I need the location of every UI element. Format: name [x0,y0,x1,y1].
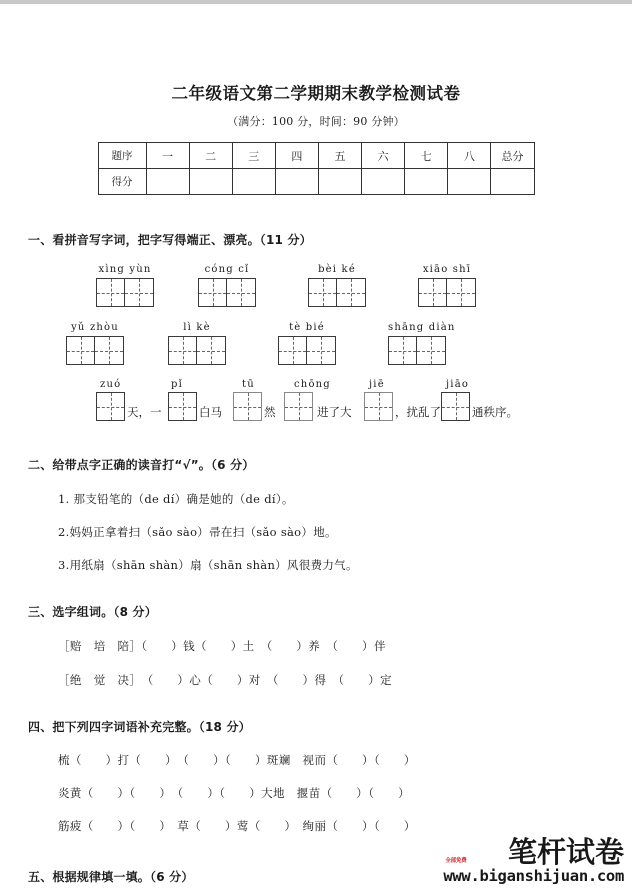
pinyin-label-like: lì kè [183,322,211,333]
pinyin-label-zuo: zuó [100,379,122,390]
word-group-congci [198,264,256,307]
score-cell-5[interactable] [318,169,361,195]
word-group-shangdian [388,322,456,365]
sentence-text-2: 白马 [199,405,222,419]
tianzige-cell[interactable] [198,278,227,307]
tianzige-cell[interactable] [447,278,476,307]
pinyin-label-yuzhou: yǔ zhòu [71,322,119,333]
tianzige-cell[interactable] [197,336,226,365]
tianzige-cell[interactable] [388,336,417,365]
section-2-line-1[interactable]: 1. 那支铅笔的（de dí）确是她的（de dí）。 [58,492,294,506]
tianzige-cell[interactable] [95,336,124,365]
pinyin-label-jie: jiē [369,379,385,390]
col-header-2: 二 [189,143,232,169]
row-label-question: 题序 [98,143,146,169]
score-cell-7[interactable] [405,169,448,195]
section-1-sentence-block [0,379,632,426]
score-cell-1[interactable] [146,169,189,195]
pinyin-label-beike: bèi ké [318,264,356,275]
tianzige-cell-jie[interactable] [364,392,393,421]
watermark-brand: 笔杆试卷 [507,834,624,869]
tianzige-set-xiaoshi [418,278,476,307]
tianzige-cell-tu[interactable] [233,392,262,421]
tianzige-cell[interactable] [418,278,447,307]
section-3-line-2[interactable]: ［绝 觉 决］ （ ）心（ ）对 （ ）得 （ ）定 [58,673,392,687]
pinyin-label-tebie: tè bié [289,322,325,333]
tianzige-set-yuzhou [66,336,124,365]
pinyin-label-jiao: jiāo [446,379,470,390]
sentence-text-6: 通秩序。 [472,405,518,419]
tianzige-cell[interactable] [227,278,256,307]
score-cell-total[interactable] [491,169,534,195]
watermark-badge: 全部免费 [445,857,467,864]
section-4-line-3[interactable]: 筋疲（ ）（ ） 草（ ）莺（ ） 绚丽（ ）（ ） [58,819,416,833]
tianzige-cell-chong[interactable] [284,392,313,421]
tianzige-cell[interactable] [307,336,336,365]
col-header-3: 三 [232,143,275,169]
section-5-title: 五、根据规律填一填。（6 分） [28,870,194,884]
section-1-pinyin-row-1 [0,264,632,307]
tianzige-cell-zuo[interactable] [96,392,125,421]
score-cell-3[interactable] [232,169,275,195]
pinyin-label-congci: cóng cǐ [204,264,250,275]
section-1-pinyin-row-2 [0,322,632,365]
col-header-4: 四 [275,143,318,169]
tianzige-cell-jiao[interactable] [441,392,470,421]
section-2-line-2[interactable]: 2.妈妈正拿着扫（sǎo sào）帚在扫（sǎo sào）地。 [58,525,337,539]
section-3-line-1[interactable]: ［赔 培 陪］（ ）钱（ ）土 （ ）养 （ ）伴 [58,639,386,653]
sentence-text-4: 进了大 [317,405,352,419]
tianzige-cell[interactable] [125,278,154,307]
tianzige-cell[interactable] [308,278,337,307]
score-cell-6[interactable] [362,169,405,195]
tianzige-cell[interactable] [417,336,446,365]
word-group-xiaoshi [418,264,476,307]
exam-page [0,4,632,892]
watermark-url: www.biganshijuan.com [443,866,624,885]
score-table [98,142,535,195]
pinyin-label-tu: tū [242,379,255,390]
score-cell-4[interactable] [275,169,318,195]
section-3-title: 三、选字组词。（8 分） [28,605,157,619]
col-header-1: 一 [146,143,189,169]
sentence-pinyin-line [96,379,632,392]
tianzige-set-xingyun [96,278,154,307]
score-table-wrapper [98,142,535,195]
tianzige-cell-pi[interactable] [168,392,197,421]
col-header-8: 八 [448,143,491,169]
tianzige-set-like [168,336,226,365]
tianzige-cell[interactable] [96,278,125,307]
col-header-total: 总分 [491,143,534,169]
pinyin-label-chong: chōng [294,379,331,390]
page-title: 二年级语文第二学期期末教学检测试卷 [171,84,461,103]
sentence-line [96,392,632,426]
section-4-title: 四、把下列四字词语补充完整。（18 分） [28,720,251,734]
tianzige-set-tebie [278,336,336,365]
tianzige-cell[interactable] [66,336,95,365]
score-cell-8[interactable] [448,169,491,195]
table-row-scores [98,169,534,195]
tianzige-set-shangdian [388,336,456,365]
col-header-7: 七 [405,143,448,169]
sentence-text-1: 天，一 [127,405,162,419]
section-1-title: 一、看拼音写字词，把字写得端正、漂亮。（11 分） [28,233,312,247]
word-group-beike [308,264,366,307]
section-2-line-3[interactable]: 3.用纸扇（shān shàn）扇（shān shàn）风很费力气。 [58,558,358,572]
pinyin-label-shangdian: shāng diàn [388,322,456,333]
table-row-question-numbers [98,143,534,169]
page-subtitle: （满分：100 分，时间：90 分钟） [227,115,405,128]
section-2-title: 二、给带点字正确的读音打“√”。（6 分） [28,458,255,472]
watermark [443,834,624,885]
word-group-xingyun [96,264,154,307]
sentence-text-3: 然 [264,405,276,419]
sentence-text-5: ，扰乱了 [395,405,441,419]
col-header-6: 六 [362,143,405,169]
tianzige-cell[interactable] [278,336,307,365]
section-4-line-1[interactable]: 梳（ ）打（ ） （ ）（ ）斑斓 视而（ ）（ ） [58,753,416,767]
score-cell-2[interactable] [189,169,232,195]
tianzige-cell[interactable] [337,278,366,307]
row-label-score: 得分 [98,169,146,195]
pinyin-label-xingyun: xìng yùn [98,264,152,275]
tianzige-cell[interactable] [168,336,197,365]
tianzige-set-beike [308,278,366,307]
word-group-yuzhou [66,322,124,365]
pinyin-label-pi: pǐ [171,379,183,390]
section-4-line-2[interactable]: 炎黄（ ）（ ） （ ）（ ）大地 揠苗（ ）（ ） [58,786,411,800]
word-group-tebie [278,322,336,365]
tianzige-set-congci [198,278,256,307]
pinyin-label-xiaoshi: xiāo shī [422,264,472,275]
col-header-5: 五 [318,143,361,169]
word-group-like [168,322,226,365]
